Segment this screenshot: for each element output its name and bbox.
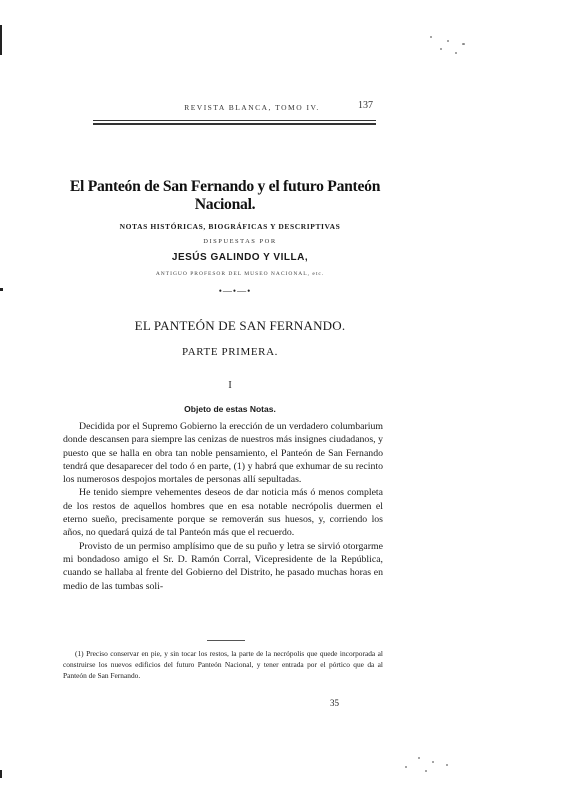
chapter-title: Objeto de estas Notas. bbox=[184, 404, 276, 414]
article-subtitle: NOTAS HISTÓRICAS, BIOGRÁFICAS Y DESCRIPTIVAS bbox=[119, 222, 341, 231]
header-rule bbox=[93, 120, 376, 121]
scan-speck bbox=[418, 757, 420, 759]
ornament-divider: •—•—• bbox=[218, 286, 252, 296]
header-rule bbox=[93, 123, 376, 125]
scan-speck bbox=[447, 40, 449, 42]
sheet-signature: 35 bbox=[330, 698, 339, 708]
scan-speck bbox=[462, 43, 465, 45]
author-name: JESÚS GALINDO Y VILLA, bbox=[171, 252, 309, 263]
article-title: El Panteón de San Fernando y el futuro Panteón Nacional. bbox=[69, 178, 381, 213]
author-role: ANTIGUO PROFESOR DEL MUSEO NACIONAL, etc. bbox=[155, 271, 325, 277]
footnote-rule bbox=[207, 640, 245, 641]
running-head: REVISTA BLANCA, TOMO IV. bbox=[184, 103, 320, 112]
body-paragraph: He tenido siempre vehementes deseos de dar noticia más ó menos completa de los restos de aquellos hombres que en esa notable necrópolis duermen el eterno sueño, precisamente porque se removerán sus huesos, y, corriendo los años, no quedará quizá de tal Panteón más que el recuerdo. bbox=[63, 487, 383, 539]
left-edge-mark bbox=[0, 770, 2, 778]
scan-speck bbox=[446, 764, 448, 766]
scan-speck bbox=[455, 52, 457, 54]
left-edge-mark bbox=[0, 25, 2, 55]
body-paragraph: Decidida por el Supremo Gobierno la erección de un verdadero columbarium donde descansen para siempre las cenizas de nuestros más insignes ciudadanos, y puesto que se halla en obra tan noble pensamiento, el Panteón de San Fernando tendrá que desaparecer del todo ó en parte, (1) y habrá que exhumar de su recinto los numerosos despojos mortales de personas allí sepultadas. bbox=[63, 421, 383, 486]
section-heading: EL PANTEÓN DE SAN FERNANDO. bbox=[134, 318, 346, 333]
part-heading: PARTE PRIMERA. bbox=[182, 346, 278, 358]
scan-speck bbox=[405, 766, 407, 768]
page-number: 137 bbox=[358, 100, 373, 111]
left-edge-mark bbox=[0, 288, 3, 291]
body-text bbox=[63, 420, 383, 593]
footnote: (1) Preciso conservar en pie, y sin tocar los restos, la parte de la necrópolis que quede incorporada al construirse los nuevos edificios del futuro Panteón Nacional, y tener entrada por el pórtico que da al Panteón de San Fernando. bbox=[63, 649, 383, 680]
scan-speck bbox=[425, 770, 427, 772]
scan-speck bbox=[432, 761, 434, 763]
body-paragraph: Provisto de un permiso amplísimo que de su puño y letra se sirvió otorgarme mi bondadoso amigo el Sr. D. Ramón Corral, Vicepresidente de la República, cuando se hallaba al frente del Gobierno del Distrito, he pasado muchas horas en medio de las tumbas soli- bbox=[63, 540, 383, 592]
byline-prefix: DISPUESTAS POR bbox=[203, 238, 277, 245]
scan-speck bbox=[430, 36, 432, 38]
scan-speck bbox=[440, 48, 442, 50]
chapter-numeral: I bbox=[228, 380, 232, 391]
